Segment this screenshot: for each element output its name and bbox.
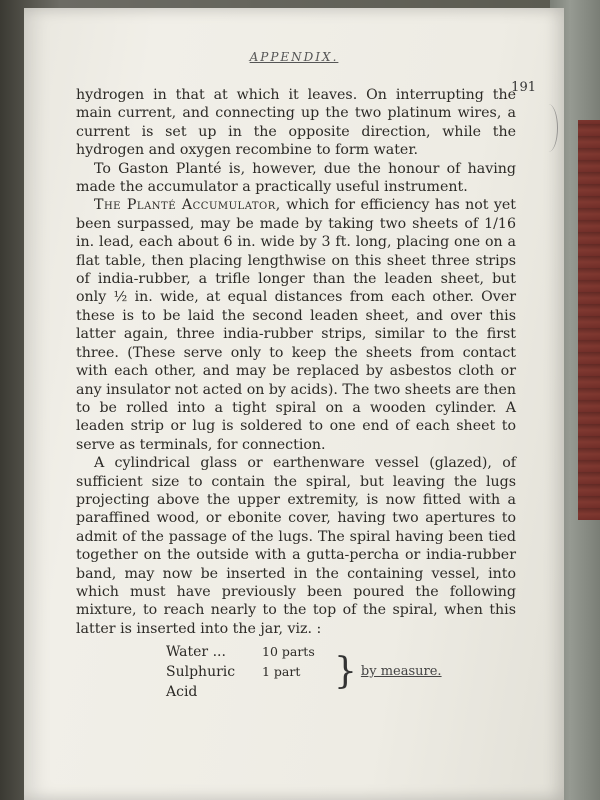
accumulator-text: which for efficiency has not yet been surpassed, may be made by taking two sheets of 1/16 in. lead, each about 6 in. wide by 3 ft. long, placing one on a flat table, then placing lengthwise on this sheet three strips of india-rubber, a trifle longer than the leaden sheet, but only ½ in. wide, at equal distances from each other. Over these is to be laid the second leaden sheet, and over this latter again, three india-rubber strips, similar to the first three.	[76, 197, 517, 361]
recipe-row	[166, 662, 332, 702]
paragraph-sheets: (These serve only to keep the sheets from contact with each other, and may be replaced by asbestos cloth or any insulator not acted on by acids). The two sheets are then to be rolled into a tight spiral on a wooden cylinder. A leaden strip or lug is soldered to one end of each sheet to serve as terminals, for connection.	[76, 344, 517, 453]
pencil-margin-mark	[539, 104, 558, 152]
running-header: APPENDIX.	[249, 50, 339, 64]
accumulator-heading: The Planté Accumulator,	[94, 197, 281, 214]
recipe-quantity: 10 parts	[262, 644, 315, 660]
recipe-list	[166, 642, 332, 702]
page-body	[76, 86, 516, 702]
paragraph-vessel: A cylindrical glass or earthenware vessel (glazed), of sufficient size to contain the spiral, but leaving the lugs projecting above the upper extremity, is now fitted with a paraffined wood, or ebonite cover, having two apertures to admit of the passage of the lugs. The spiral having been tied together on the outside with a gutta-percha or india-rubber band, may now be inserted in the containing vessel, into which must have previously been poured the following mixture, to reach nearly to the top of the spiral, when this latter is inserted into the jar, viz. :	[76, 455, 516, 637]
page-number: 191	[511, 80, 536, 95]
paragraph-hydrogen: hydrogen in that at which it leaves. On interrupting the main current, and connecting up the two platinum wires, a current is set up in the opposite direction, while the hydrogen and oxygen recombine to form water.	[76, 87, 516, 159]
brace-symbol: }	[334, 651, 357, 693]
book-spine-binding	[578, 120, 600, 520]
book-page	[24, 8, 564, 800]
paragraph-accumulator	[76, 196, 516, 454]
recipe-block	[166, 642, 516, 702]
recipe-note: by measure.	[360, 664, 442, 680]
paragraph-plante: To Gaston Planté is, however, due the honour of having made the accumulator a practically useful instrument.	[76, 160, 516, 196]
recipe-row	[166, 642, 332, 662]
recipe-quantity: 1 part	[262, 664, 301, 680]
recipe-ingredient: Water ...	[166, 644, 226, 661]
recipe-ingredient: Sulphuric Acid	[166, 664, 236, 701]
